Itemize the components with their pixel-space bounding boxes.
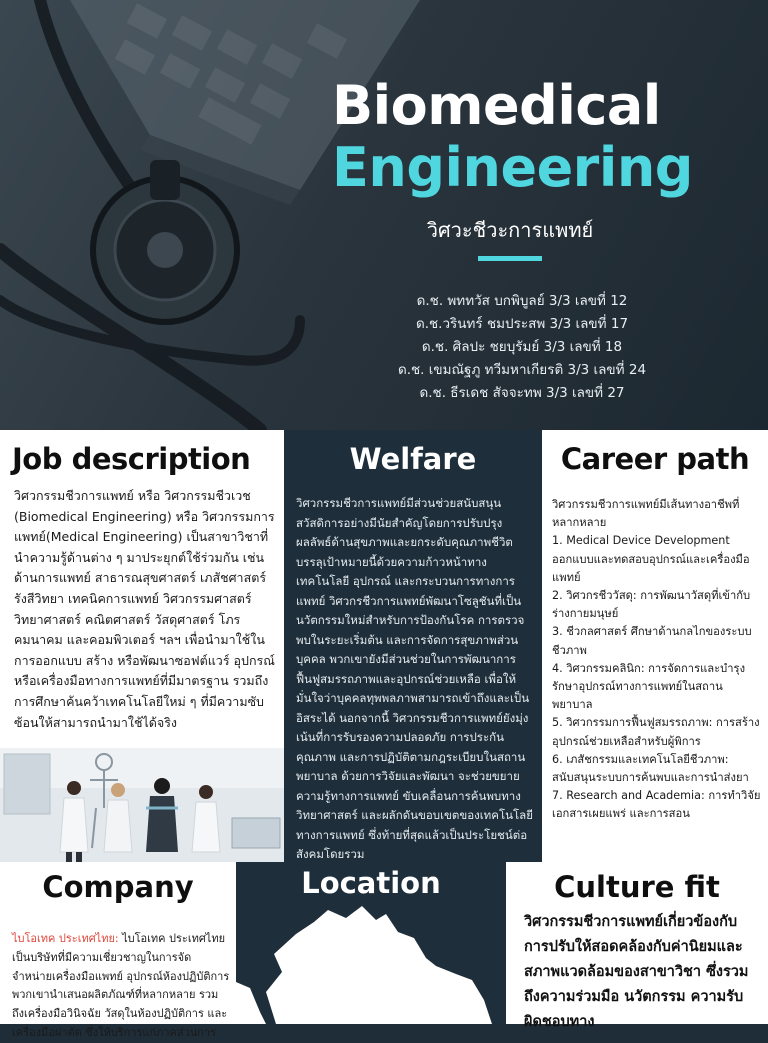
career-path-panel	[542, 430, 768, 862]
career-path-item: 1. Medical Device Development ออกแบบและทดสอบอุปกรณ์และเครื่องมือแพทย์	[552, 534, 750, 584]
job-description-heading: Job description	[12, 442, 251, 476]
company-description: ไบโอเทค ประเทศไทย เป็นบริษัทที่มีความเชี่ยวชาญในการจัดจำหน่ายเครื่องมือแพทย์ อุปกรณ์ห้องปฏิบัติการ พวกเขานำเสนอผลิตภัณฑ์ที่หลากหลาย รวมถึงเครื่องมือวินิจฉัย วัสดุในห้องปฏิบัติการ และเครื่องมือผ่าตัด ซึ่งให้บริการแก่ภาคส่วนการ	[12, 932, 230, 1039]
job-description-panel	[0, 430, 284, 748]
scientists-with-exoskeleton-illustration	[0, 748, 284, 862]
member-item: ด.ช.วรินทร์ ชมประสพ 3/3 เลขที่ 17	[415, 316, 629, 332]
member-item: ด.ช. ศิลปะ ชยบุรัมย์ 3/3 เลขที่ 18	[421, 339, 623, 355]
hero-banner	[0, 0, 768, 430]
career-path-item: 2. วิศวกรชีววัสดุ: การพัฒนาวัสดุที่เข้ากับร่างกายมนุษย์	[552, 589, 751, 621]
culture-fit-text: วิศวกรรมชีวการแพทย์เกี่ยวข้องกับการปรับให้สอดคล้องกับค่านิยมและสภาพแวดล้อมของสาขาวิชา ซึ่งรวมถึงความร่วมมือ นวัตกรรม ความรับผิดชอบทาง	[524, 914, 749, 1030]
title-biomedical: Biomedical	[332, 74, 661, 137]
company-text	[12, 930, 230, 1043]
lab-photo	[0, 748, 284, 862]
career-path-item: 6. เภสัชกรรมและเทคโนโลยีชีวภาพ: สนับสนุนระบบการค้นพบและการนำส่งยา	[552, 752, 749, 785]
career-path-item: 5. วิศวกรรมการฟื้นฟูสมรรถภาพ: การสร้างอุปกรณ์ช่วยเหลือสำหรับผู้พิการ	[552, 716, 760, 748]
career-path-item: 4. วิศวกรรมคลินิก: การจัดการและบำรุงรักษาอุปกรณ์ทางการแพทย์ในสถานพยาบาล	[552, 661, 746, 712]
career-path-item: 3. ชีวกลศาสตร์ ศึกษาด้านกลไกของระบบชีวภาพ	[552, 625, 752, 657]
culture-fit-panel	[506, 862, 768, 1030]
company-heading: Company	[42, 870, 194, 904]
member-item: ด.ช. เขมณัฐภู ทวีมหาเกียรติ 3/3 เลขที่ 24	[397, 362, 647, 378]
career-path-list	[552, 496, 762, 824]
culture-fit-heading: Culture fit	[554, 870, 720, 904]
welfare-heading: Welfare	[349, 442, 477, 476]
career-path-item: 7. Research and Academia: การทำวิจัย เอกสารเผยแพร่ และการสอน	[552, 789, 761, 821]
career-path-heading: Career path	[560, 442, 750, 476]
title-engineering: Engineering	[332, 136, 693, 199]
career-path-item: วิศวกรรมชีวการแพทย์มีเส้นทางอาชีพที่หลากหลาย	[552, 498, 740, 530]
welfare-panel	[284, 430, 542, 862]
location-panel	[236, 862, 506, 1024]
thai-subtitle: วิศวะชีวะการแพทย์	[426, 218, 594, 242]
member-list	[352, 290, 692, 405]
company-name-highlight: ไบโอเทค ประเทศไทย:	[12, 932, 119, 945]
member-item: ด.ช. พททวัส บกพิบูลย์ 3/3 เลขที่ 12	[416, 293, 628, 309]
location-heading: Location	[301, 866, 441, 900]
welfare-text: วิศวกรรมชีวการแพทย์มีส่วนช่วยสนับสนุนสวัสดิการอย่างมีนัยสำคัญโดยการปรับปรุงผลลัพธ์ด้านสุขภาพและยกระดับคุณภาพชีวิต บรรลุเป้าหมายนี้ด้วยความก้าวหน้าทางเทคโนโลยี อุปกรณ์ และกระบวนการทางการแพทย์ วิศวกรชีวการแพทย์พัฒนาโซลูชันที่เป็นนวัตกรรมใหม่สำหรับการป้องกันโรค การตรวจพบในระยะเริ่มต้น และการจัดการสุขภาพส่วนบุคคล พวกเขายังมีส่วนช่วยในการพัฒนาการฟื้นฟูสมรรถภาพและอุปกรณ์ช่วยเหลือ เพื่อให้มั่นใจว่าบุคคลทุพพลภาพสามารถเข้าถึงและเป็นอิสระได้ นอกจากนี้ วิศวกรรมชีวการแพทย์ยังมุ่งเน้นที่การรับรองความปลอดภัย การประกันคุณภาพ และการปฏิบัติตามกฎระเบียบในสถานพยาบาล ด้วยการวิจัยและพัฒนา จะช่วยขยายความรู้ทางการแพทย์ ขับเคลื่อนการค้นพบทางวิทยาศาสตร์ และผลักดันขอบเขตของเทคโนโลยีทางการแพทย์ ซึ่งท้ายที่สุดแล้วเป็นประโยชน์ต่อสังคมโดยรวม	[296, 496, 533, 861]
accent-divider	[478, 256, 542, 261]
member-item: ด.ช. ธีรเดช สัจจะทพ 3/3 เลขที่ 27	[419, 385, 625, 401]
company-panel	[0, 862, 236, 1039]
job-description-text: วิศวกรรมชีวการแพทย์ หรือ วิศวกรรมชีวเวช (Biomedical Engineering) หรือ วิศวกรรมการแพทย์(Medical Engineering) เป็นสาขาวิชาที่นำความรู้ด้านต่าง ๆ มาประยุกต์ใช้ร่วมกัน เช่น ด้านการแพทย์ สาธารณสุขศาสตร์ เภสัชศาสตร์ รังสีวิทยา เทคนิคการแพทย์ วิศวกรรมศาสตร์ วิทยาศาสตร์ คณิตศาสตร์ วัสดุศาสตร์ โภรคมนาคม และคอมพิวเตอร์ ฯลฯ เพื่อนำมาใช้ในการออกแบบ สร้าง หรือพัฒนาซอฟต์แวร์ อุปกรณ์ หรือเครื่องมือทางการแพทย์ที่มีมาตรฐาน รวมถึงการศึกษาค้นคว้าเทคโนโลยีใหม่ ๆ ที่มีความซับซ้อนให้สามารถนำมาใช้ได้จริง	[14, 488, 275, 730]
